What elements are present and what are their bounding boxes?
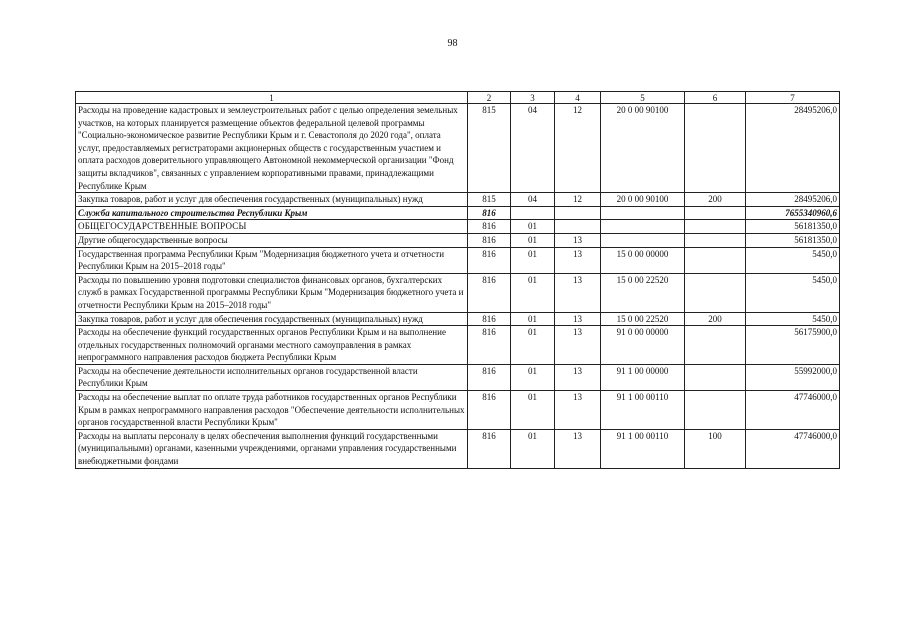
expense-type-code bbox=[685, 206, 746, 220]
column-header: 5 bbox=[601, 92, 685, 104]
table-row bbox=[76, 364, 840, 390]
ministry-code: 816 bbox=[468, 391, 511, 430]
table-row bbox=[76, 193, 840, 207]
row-description: Расходы на обеспечение деятельности исполнительных органов государственной власти Республики Крым bbox=[76, 364, 468, 390]
row-description: Другие общегосударственные вопросы bbox=[76, 233, 468, 247]
target-article-code: 91 1 00 00000 bbox=[601, 364, 685, 390]
ministry-code: 816 bbox=[468, 312, 511, 326]
table-row bbox=[76, 391, 840, 430]
section-code: 01 bbox=[511, 233, 555, 247]
row-description: Расходы на обеспечение выплат по оплате труда работников государственных органов Республики Крым в рамках непрограммного направления расходов "Обеспечение деятельности исполнительных органов государственной власти Республики Крым" bbox=[76, 391, 468, 430]
column-header-row bbox=[76, 92, 840, 104]
row-description: Служба капитального строительства Республики Крым bbox=[76, 206, 468, 220]
target-article-code: 15 0 00 22520 bbox=[601, 273, 685, 312]
amount-value: 55992000,0 bbox=[746, 364, 840, 390]
section-code: 01 bbox=[511, 273, 555, 312]
section-code: 01 bbox=[511, 247, 555, 273]
amount-value: 5450,0 bbox=[746, 273, 840, 312]
ministry-code: 816 bbox=[468, 326, 511, 365]
column-header: 6 bbox=[685, 92, 746, 104]
expense-type-code bbox=[685, 247, 746, 273]
expense-type-code bbox=[685, 364, 746, 390]
budget-table bbox=[75, 91, 840, 469]
target-article-code bbox=[601, 233, 685, 247]
expense-type-code: 100 bbox=[685, 429, 746, 468]
target-article-code: 91 1 00 00110 bbox=[601, 429, 685, 468]
amount-value: 28495206,0 bbox=[746, 104, 840, 193]
section-code: 01 bbox=[511, 364, 555, 390]
section-code: 04 bbox=[511, 193, 555, 207]
amount-value: 56181350,0 bbox=[746, 233, 840, 247]
column-header: 3 bbox=[511, 92, 555, 104]
row-description: Расходы на проведение кадастровых и землеустроительных работ с целью определения земельных участков, на которых планируется размещение объектов федеральной целевой программы "Социально-экономическое развитие Республики Крым и г. Севастополя до 2020 года", оплата услуг, предоставляемых регистраторами акционерных обществ с государственным участием и оплата расходов доверительного управляющего Автономной некоммерческой организации "Фонд защиты вкладчиков", связанных с управлением корпоративными правами, принадлежащими Республике Крым bbox=[76, 104, 468, 193]
amount-value: 5450,0 bbox=[746, 247, 840, 273]
subsection-code: 13 bbox=[555, 233, 601, 247]
expense-type-code bbox=[685, 391, 746, 430]
target-article-code bbox=[601, 220, 685, 234]
row-description: Закупка товаров, работ и услуг для обеспечения государственных (муниципальных) нужд bbox=[76, 193, 468, 207]
table-row bbox=[76, 220, 840, 234]
table-row bbox=[76, 233, 840, 247]
column-header: 4 bbox=[555, 92, 601, 104]
row-description: Расходы на выплаты персоналу в целях обеспечения выполнения функций государственными (муниципальными) органами, казенными учреждениями, органами управления государственными внебюджетными фондами bbox=[76, 429, 468, 468]
expense-type-code: 200 bbox=[685, 193, 746, 207]
ministry-code: 816 bbox=[468, 273, 511, 312]
expense-type-code bbox=[685, 220, 746, 234]
section-code: 01 bbox=[511, 220, 555, 234]
row-description: Закупка товаров, работ и услуг для обеспечения государственных (муниципальных) нужд bbox=[76, 312, 468, 326]
subsection-code: 12 bbox=[555, 104, 601, 193]
subsection-code bbox=[555, 206, 601, 220]
expense-type-code bbox=[685, 326, 746, 365]
target-article-code: 91 0 00 00000 bbox=[601, 326, 685, 365]
table-row bbox=[76, 312, 840, 326]
row-description: Государственная программа Республики Крым "Модернизация бюджетного учета и отчетности Республики Крым на 2015–2018 годы" bbox=[76, 247, 468, 273]
table-row bbox=[76, 326, 840, 365]
ministry-code: 816 bbox=[468, 220, 511, 234]
ministry-code: 816 bbox=[468, 206, 511, 220]
subsection-code: 12 bbox=[555, 193, 601, 207]
subsection-code: 13 bbox=[555, 273, 601, 312]
target-article-code: 91 1 00 00110 bbox=[601, 391, 685, 430]
target-article-code: 15 0 00 22520 bbox=[601, 312, 685, 326]
page-number: 98 bbox=[447, 38, 458, 49]
section-code: 01 bbox=[511, 326, 555, 365]
table-row bbox=[76, 104, 840, 193]
amount-value: 47746000,0 bbox=[746, 429, 840, 468]
table-row bbox=[76, 273, 840, 312]
amount-value: 28495206,0 bbox=[746, 193, 840, 207]
table-row bbox=[76, 429, 840, 468]
ministry-code: 816 bbox=[468, 247, 511, 273]
target-article-code: 15 0 00 00000 bbox=[601, 247, 685, 273]
section-code bbox=[511, 206, 555, 220]
section-code: 01 bbox=[511, 391, 555, 430]
subsection-code: 13 bbox=[555, 364, 601, 390]
target-article-code bbox=[601, 206, 685, 220]
expense-type-code bbox=[685, 273, 746, 312]
expense-type-code: 200 bbox=[685, 312, 746, 326]
row-description: Расходы на обеспечение функций государственных органов Республики Крым и на выполнение отдельных государственных полномочий органами местного самоуправления в рамках непрограммного направления расходов бюджета Республики Крым bbox=[76, 326, 468, 365]
subsection-code bbox=[555, 220, 601, 234]
table-row bbox=[76, 206, 840, 220]
amount-value: 5450,0 bbox=[746, 312, 840, 326]
subsection-code: 13 bbox=[555, 391, 601, 430]
ministry-code: 815 bbox=[468, 193, 511, 207]
ministry-code: 815 bbox=[468, 104, 511, 193]
column-header: 1 bbox=[76, 92, 468, 104]
ministry-code: 816 bbox=[468, 364, 511, 390]
amount-value: 56181350,0 bbox=[746, 220, 840, 234]
table-row bbox=[76, 247, 840, 273]
subsection-code: 13 bbox=[555, 326, 601, 365]
subsection-code: 13 bbox=[555, 312, 601, 326]
section-code: 01 bbox=[511, 429, 555, 468]
ministry-code: 816 bbox=[468, 429, 511, 468]
ministry-code: 816 bbox=[468, 233, 511, 247]
column-header: 2 bbox=[468, 92, 511, 104]
row-description: ОБЩЕГОСУДАРСТВЕННЫЕ ВОПРОСЫ bbox=[76, 220, 468, 234]
row-description: Расходы по повышению уровня подготовки специалистов финансовых органов, бухгалтерских служб в рамках Государственной программы Республики Крым "Модернизация бюджетного учета и отчетности Республики Крым на 2015–2018 годы" bbox=[76, 273, 468, 312]
column-header: 7 bbox=[746, 92, 840, 104]
amount-value: 56175900,0 bbox=[746, 326, 840, 365]
subsection-code: 13 bbox=[555, 247, 601, 273]
expense-type-code bbox=[685, 233, 746, 247]
target-article-code: 20 0 00 90100 bbox=[601, 193, 685, 207]
amount-value: 7655340960,6 bbox=[746, 206, 840, 220]
section-code: 01 bbox=[511, 312, 555, 326]
subsection-code: 13 bbox=[555, 429, 601, 468]
target-article-code: 20 0 00 90100 bbox=[601, 104, 685, 193]
amount-value: 47746000,0 bbox=[746, 391, 840, 430]
expense-type-code bbox=[685, 104, 746, 193]
section-code: 04 bbox=[511, 104, 555, 193]
